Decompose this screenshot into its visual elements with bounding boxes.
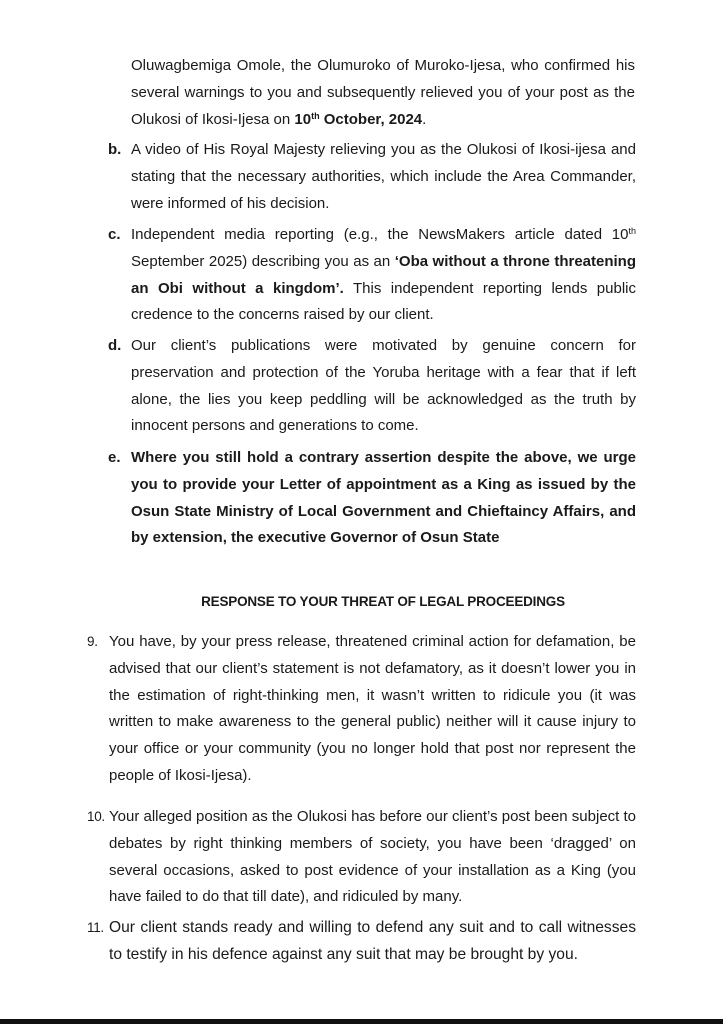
list-item-text: Independent media reporting (e.g., the NewsMakers article dated 10th September 2025) describing you as an ‘Oba without a throne threatening an Obi without a kingdom’. This independent reporting lends public credence to the concerns raised by our client. bbox=[131, 226, 637, 324]
paragraph-number: 10. bbox=[87, 809, 105, 824]
list-item-text: Our client’s publications were motivated by genuine concern for preservation and protection of the Yoruba heritage with a fear that if left alone, the lies you keep peddling will be acknowledged as the truth by innocent persons and generations to come. bbox=[131, 337, 636, 435]
numbered-paragraph-11 bbox=[87, 915, 636, 969]
list-label: b. bbox=[108, 141, 122, 158]
section-heading: RESPONSE TO YOUR THREAT OF LEGAL PROCEEDINGS bbox=[201, 594, 565, 609]
list-item-e bbox=[108, 445, 636, 552]
numbered-paragraph-9 bbox=[87, 629, 636, 790]
list-label: e. bbox=[108, 449, 121, 466]
list-item-c bbox=[108, 222, 636, 329]
relief-date: 10th October, 2024 bbox=[294, 110, 423, 128]
quoted-headline: ‘Oba without a throne threatening an Obi without a kingdom’. bbox=[131, 252, 637, 297]
paragraph-text: Our client stands ready and willing to defend any suit and to call witnesses to testify in his defence against any suit that may be brought by you. bbox=[109, 919, 636, 963]
bottom-edge-rule bbox=[0, 1019, 723, 1024]
paragraph-number: 9. bbox=[87, 634, 98, 649]
list-item-text: Where you still hold a contrary assertion despite the above, we urge you to provide your Letter of appointment as a King as issued by the Osun State Ministry of Local Government and Chieftaincy Affairs, and by extension, the executive Governor of Osun State bbox=[131, 449, 636, 547]
list-item-b bbox=[108, 137, 636, 217]
list-item-d bbox=[108, 333, 636, 440]
list-item-text: A video of His Royal Majesty relieving you as the Olukosi of Ikosi-ijesa and stating that the necessary authorities, which include the Area Commander, were informed of his decision. bbox=[131, 141, 636, 212]
list-label: c. bbox=[108, 226, 121, 243]
paragraph-number: 11. bbox=[87, 920, 104, 935]
list-label: d. bbox=[108, 337, 122, 354]
paragraph-text: Your alleged position as the Olukosi has before our client’s post been subject to debates by right thinking members of society, you have been ‘dragged’ on several occasions, asked to post evidence of your installation as a King (you have failed to do that till date), and ridiculed by many. bbox=[109, 808, 637, 906]
continuation-text: Oluwagbemiga Omole, the Olumuroko of Muroko-Ijesa, who confirmed his several warnings to you and subsequently relieved you of your post as the Olukosi of Ikosi-Ijesa on bbox=[131, 57, 635, 128]
numbered-paragraph-10 bbox=[87, 804, 636, 911]
continuation-paragraph: Oluwagbemiga Omole, the Olumuroko of Muroko-Ijesa, who confirmed his several warnings to you and subsequently relieved you of your post as the Olukosi of Ikosi-Ijesa on 10th October, 2024. bbox=[131, 57, 635, 128]
paragraph-text: You have, by your press release, threatened criminal action for defamation, be advised that our client’s statement is not defamatory, as it doesn’t lower you in the estimation of right-thinking men, it wasn’t written to ridicule you (it was written to make awareness to the general public) neither will it cause injury to your office or your community (you no longer hold that post nor represent the people of Ikosi-Ijesa). bbox=[109, 633, 636, 784]
